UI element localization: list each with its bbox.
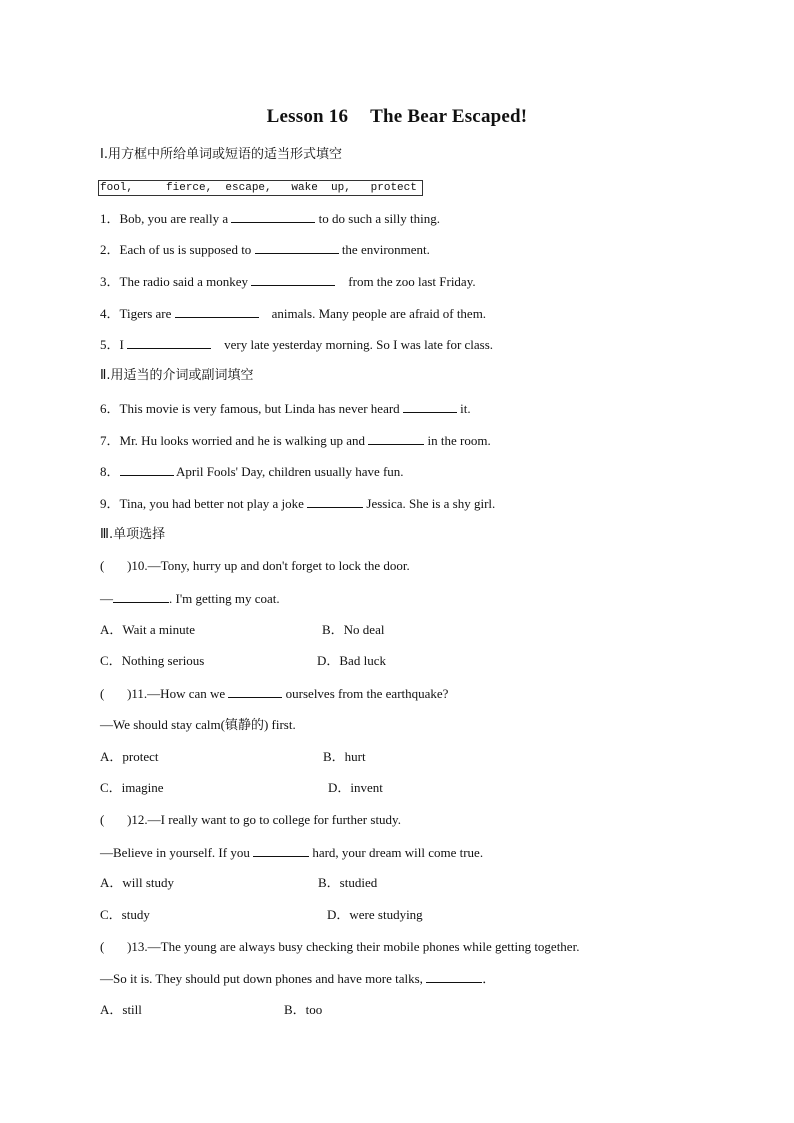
- mc-reply-13: —So it is. They should put down phones and have more talks, ．: [100, 971, 496, 986]
- question-3: 3．The radio said a monkey from the zoo last Friday.: [100, 274, 476, 289]
- lesson-name: The Bear Escaped!: [370, 106, 528, 127]
- answer-blank[interactable]: [113, 590, 169, 603]
- answer-blank[interactable]: [120, 463, 174, 476]
- option-b[interactable]: B．No deal: [322, 622, 385, 637]
- question-2: 2．Each of us is supposed to the environment.: [100, 242, 430, 257]
- question-1: 1．Bob, you are really a to do such a silly thing.: [100, 211, 441, 226]
- option-c[interactable]: C．Nothing serious: [100, 653, 205, 668]
- answer-blank[interactable]: [368, 432, 424, 445]
- answer-blank[interactable]: [255, 241, 339, 254]
- option-a[interactable]: A．protect: [100, 749, 159, 764]
- question-5: 5．I very late yesterday morning. So I was late for class.: [100, 337, 494, 352]
- mc-question-11: ( )11.—How can we ourselves from the earthquake?: [100, 686, 449, 701]
- page-title: [0, 106, 794, 128]
- mc-reply-10: — . I'm getting my coat.: [100, 591, 280, 606]
- option-d[interactable]: D．were studying: [327, 907, 423, 922]
- mc-question-13: ( )13.—The young are always busy checking their mobile phones while getting together.: [100, 939, 580, 954]
- lesson-number: Lesson 16: [266, 106, 349, 127]
- mc-question-10: ( )10.—Tony, hurry up and don't forget to lock the door.: [100, 558, 410, 573]
- option-c[interactable]: C．study: [100, 907, 150, 922]
- question-4: 4．Tigers are animals. Many people are afraid of them.: [100, 306, 487, 321]
- section-1-heading: Ⅰ.用方框中所给单词或短语的适当形式填空: [100, 147, 342, 162]
- option-b[interactable]: B．too: [284, 1002, 323, 1017]
- answer-blank[interactable]: [253, 844, 309, 857]
- question-9: 9．Tina, you had better not play a joke Jessica. She is a shy girl.: [100, 496, 496, 511]
- option-b[interactable]: B．hurt: [323, 749, 366, 764]
- answer-blank[interactable]: [403, 400, 457, 413]
- option-a[interactable]: A．still: [100, 1002, 142, 1017]
- answer-blank[interactable]: [231, 210, 315, 223]
- section-3-heading: Ⅲ.单项选择: [100, 527, 166, 542]
- option-b[interactable]: B．studied: [318, 875, 378, 890]
- option-c[interactable]: C．imagine: [100, 780, 164, 795]
- answer-blank[interactable]: [228, 685, 282, 698]
- mc-reply-11: —We should stay calm(镇静的) first.: [100, 717, 296, 732]
- mc-reply-12: —Believe in yourself. If you hard, your dream will come true.: [100, 845, 484, 860]
- question-8: 8． April Fools' Day, children usually have fun.: [100, 464, 404, 479]
- answer-blank[interactable]: [426, 970, 482, 983]
- question-7: 7．Mr. Hu looks worried and he is walking up and in the room.: [100, 433, 491, 448]
- answer-blank[interactable]: [251, 273, 335, 286]
- mc-question-12: ( )12.—I really want to go to college for further study.: [100, 812, 401, 827]
- option-a[interactable]: A．will study: [100, 875, 175, 890]
- answer-blank[interactable]: [307, 495, 363, 508]
- option-d[interactable]: D．invent: [328, 780, 383, 795]
- section-2-heading: Ⅱ.用适当的介词或副词填空: [100, 368, 254, 383]
- option-a[interactable]: A．Wait a minute: [100, 622, 195, 637]
- option-d[interactable]: D．Bad luck: [317, 653, 386, 668]
- answer-blank[interactable]: [127, 336, 211, 349]
- question-6: 6．This movie is very famous, but Linda has never heard it.: [100, 401, 471, 416]
- word-box: fool, fierce, escape, wake up, protect: [98, 180, 423, 196]
- answer-blank[interactable]: [175, 305, 259, 318]
